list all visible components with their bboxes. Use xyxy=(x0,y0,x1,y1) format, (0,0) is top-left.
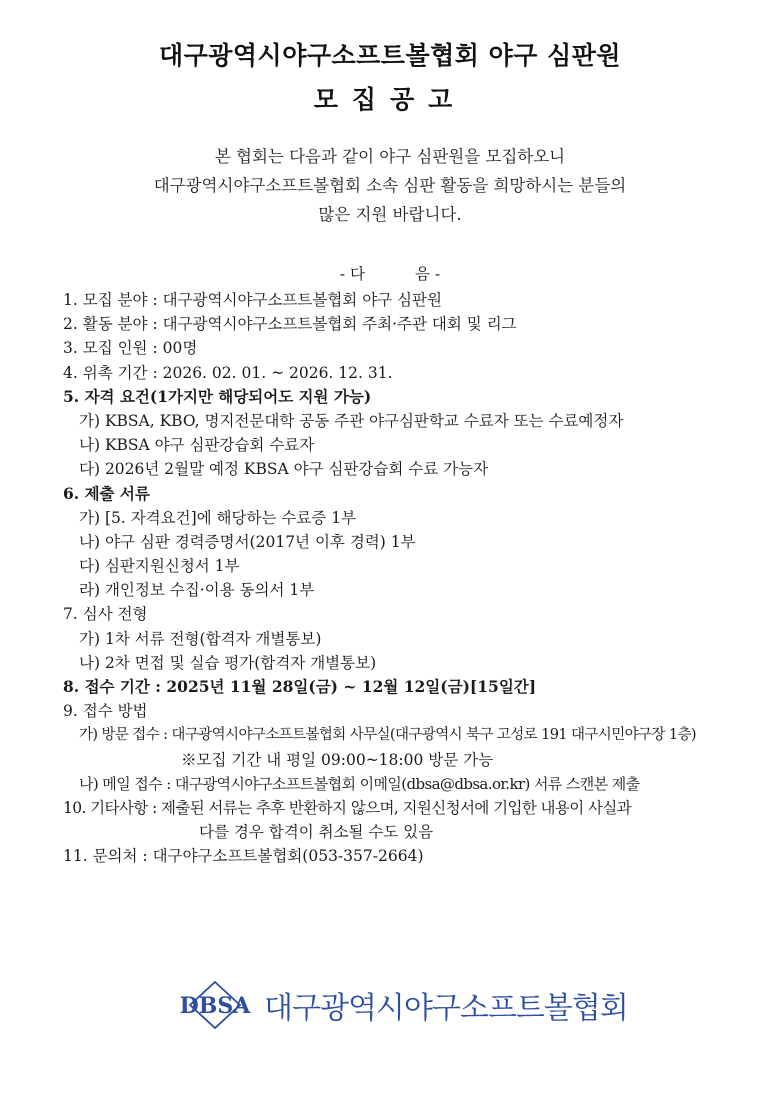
item-other-notes: 10. 기타사항 : 제출된 서류는 추후 반환하지 않으며, 지원신청서에 기입한 내용이 사실과 xyxy=(63,798,632,817)
item-contact: 11. 문의처 : 대구야구소프트볼협회(053-357-2664) xyxy=(63,847,424,866)
screening-item: 가) 1차 서류 전형(합격자 개별통보) xyxy=(79,629,322,648)
item-application-method-heading: 9. 접수 방법 xyxy=(63,702,148,721)
document-item: 다) 심판지원신청서 1부 xyxy=(79,557,240,576)
document-item: 가) [5. 자격요건]에 해당하는 수료증 1부 xyxy=(79,508,357,527)
item-qualifications-heading: 5. 자격 요건(1가지만 해당되어도 지원 가능) xyxy=(63,386,372,406)
document-item: 나) 야구 심판 경력증명서(2017년 이후 경력) 1부 xyxy=(79,532,416,551)
item-recruit-field: 1. 모집 분야 : 대구광역시야구소프트볼협회 야구 심판원 xyxy=(63,291,442,309)
email-application: 나) 메일 접수 : 대구광역시야구소프트볼협회 이메일(dbsa@dbsa.or.kr) 서류 스캔본 제출 xyxy=(79,774,640,793)
intro-line: 많은 지원 바랍니다. xyxy=(318,205,462,224)
screening-item: 나) 2차 면접 및 실습 평가(합격자 개별통보) xyxy=(79,653,377,672)
visit-hours-note: ※모집 기간 내 평일 09:00~18:00 방문 가능 xyxy=(181,750,494,769)
association-logo xyxy=(170,980,628,1030)
svg-text:DBSA: DBSA xyxy=(179,993,251,1019)
intro-line: 본 협회는 다음과 같이 야구 심판원을 모집하오니 xyxy=(214,147,566,166)
section-separator: - 다 음 - xyxy=(339,265,441,283)
item-activity-field: 2. 활동 분야 : 대구광역시야구소프트볼협회 주최·주관 대회 및 리그 xyxy=(63,315,517,334)
item-documents-heading: 6. 제출 서류 xyxy=(63,483,150,503)
intro-line: 대구광역시야구소프트볼협회 소속 심판 활동을 희망하시는 분들의 xyxy=(153,176,627,195)
qualification-item: 나) KBSA 야구 심판강습회 수료자 xyxy=(79,436,315,455)
dbsa-diamond-logo-icon xyxy=(170,980,260,1030)
item-headcount: 3. 모집 인원 : 00명 xyxy=(63,339,198,358)
item-other-notes-cont: 다를 경우 합격이 취소될 수도 있음 xyxy=(199,823,434,842)
document-item: 라) 개인정보 수집·이용 동의서 1부 xyxy=(79,581,315,600)
visit-application: 가) 방문 접수 : 대구광역시야구소프트볼협회 사무실(대구광역시 북구 고성로 191 대구시민야구장 1층) xyxy=(79,727,696,744)
item-term: 4. 위촉 기간 : 2026. 02. 01. ~ 2026. 12. 31. xyxy=(63,363,393,382)
qualification-item: 가) KBSA, KBO, 명지전문대학 공동 주관 야구심판학교 수료자 또는 수료예정자 xyxy=(79,411,624,430)
item-application-period: 8. 접수 기간 : 2025년 11월 28일(금) ~ 12월 12일(금)[15일간] xyxy=(63,677,537,696)
document-title: 대구광역시야구소프트볼협회 야구 심판원 xyxy=(158,41,622,70)
notice-items xyxy=(63,288,763,869)
association-name: 대구광역시야구소프트볼협회 xyxy=(264,991,628,1026)
qualification-item: 다) 2026년 2월말 예정 KBSA 야구 심판강습회 수료 가능자 xyxy=(79,460,489,479)
item-screening-heading: 7. 심사 전형 xyxy=(63,605,148,624)
document-subtitle: 모집공고 xyxy=(313,85,467,114)
intro-paragraph xyxy=(0,142,780,229)
